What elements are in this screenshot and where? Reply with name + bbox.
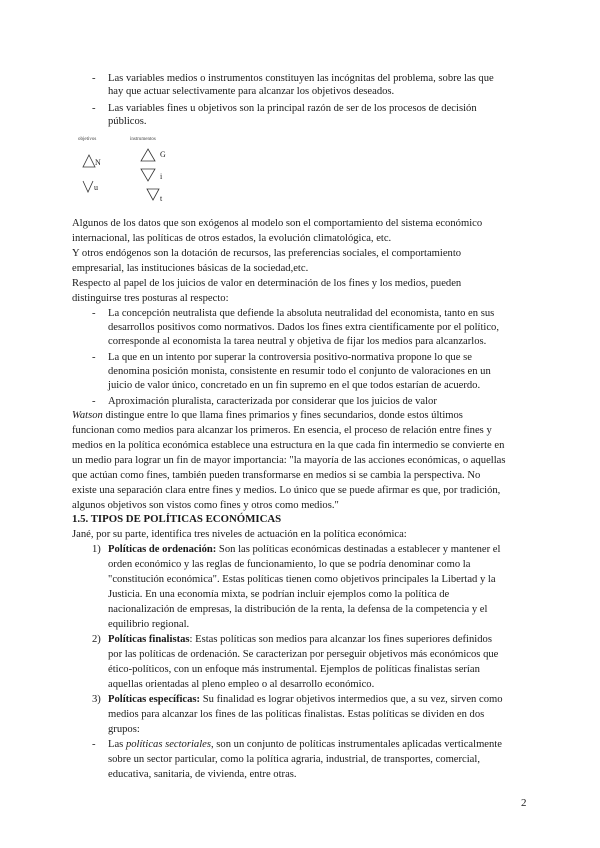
watson-line: algunos objetivos son vistos como fines y otros como medios." xyxy=(72,500,339,511)
sectorial-pre: Las xyxy=(108,739,126,750)
watson-line: que actúan como fines, también pueden transformarse en medios si se cambia la perspectiva. No xyxy=(72,470,481,481)
type-line: equilibrio regional. xyxy=(108,619,190,630)
diagram-letter: i xyxy=(160,172,163,181)
type-line xyxy=(108,693,503,706)
watson-name: Watson xyxy=(72,410,103,421)
triangle-down-icon xyxy=(82,180,94,194)
paragraph-line: internacional, las políticas de otros estados, la evolución climatológica, etc. xyxy=(72,233,392,244)
type-text: : Estas políticas son medios para alcanzar los fines superiores definidos xyxy=(189,634,492,645)
sectorial-term: políticas sectoriales xyxy=(125,739,211,750)
type-title: Políticas de ordenación: xyxy=(108,544,217,555)
type-line xyxy=(108,633,492,646)
watson-line: medios en la política económica establece una estructura en la que cada fin intermedio se convierte en xyxy=(72,440,505,451)
type-line: por las políticas de ordenación. Se caracterizan por perseguir objetivos más económicos que xyxy=(108,649,499,660)
watson-line: existe una separación clara entre fines y medios. Lo único que se puede afirmar es que, por tradición, xyxy=(72,485,501,496)
diagram-label-objectives: objetivos xyxy=(78,137,97,142)
watson-line xyxy=(72,409,463,422)
sectorial-line: sobre un sector particular, como la política agraria, industrial, de transportes, comercial, xyxy=(108,754,480,765)
posture-line: denomina posición monista, consistente en resumir todo el conjunto de valoraciones en un xyxy=(108,366,491,377)
type-line: orden económico y las reglas de funcionamiento, lo que se podría denominar como la xyxy=(108,559,471,570)
paragraph-line: Algunos de los datos que son exógenos al modelo son el comportamiento del sistema económico xyxy=(72,218,483,229)
list-number: 3) xyxy=(92,694,101,705)
watson-line: un medio para lograr un fin de mayor importancia: "la mayoría de las acciones económicas, o aquellas xyxy=(72,455,506,466)
objectives-instruments-diagram xyxy=(72,134,212,206)
type-title: Políticas específicas: xyxy=(108,694,201,705)
type-line: aquellas orientadas al pleno empleo o al desarrollo económico. xyxy=(108,679,375,690)
triangle-down-icon xyxy=(146,188,163,203)
bullet-dash: - xyxy=(92,73,96,84)
type-line: medios para alcanzar los fines de las políticas finalistas. Estas políticas se dividen en dos xyxy=(108,709,485,720)
section-intro: Jané, por su parte, identifica tres niveles de actuación en la política económica: xyxy=(72,529,407,540)
bullet-dash: - xyxy=(92,739,96,750)
triangle-up-icon xyxy=(82,154,96,168)
type-line: ético-políticos, con un enfoque más instrumental. Ejemplos de políticas finalistas serían xyxy=(108,664,480,675)
sectorial-line: educativa, sanitaria, de vivienda, entre otras. xyxy=(108,769,297,780)
type-line: "constitución económica". Estas políticas tienen como objetivos principales la Libertad y la xyxy=(108,574,496,585)
sectorial-line xyxy=(108,738,502,751)
type-text: Su finalidad es lograr objetivos intermedios que, a su vez, sirven como xyxy=(200,694,503,705)
bullet-dash: - xyxy=(92,352,96,363)
diagram-label-instruments: instrumentos xyxy=(130,137,156,142)
diagram-letter: t xyxy=(160,194,163,203)
list-number: 1) xyxy=(92,544,101,555)
paragraph-line: distinguirse tres posturas al respecto: xyxy=(72,293,229,304)
posture-line: La que en un intento por superar la controversia positivo-normativa propone lo que se xyxy=(108,352,472,363)
triangle-up-icon xyxy=(140,148,156,162)
watson-line: funcionan como medios para alcanzar los primeros. En esencia, el proceso de relación entre fines y xyxy=(72,425,492,436)
posture-line: corresponde al economista la tarea neutral y objetiva de fijar los medios para alcanzarlos. xyxy=(108,336,487,347)
section-heading: 1.5. TIPOS DE POLÍTICAS ECONÓMICAS xyxy=(72,513,282,525)
paragraph-line: empresarial, las instituciones básicas de la sociedad,etc. xyxy=(72,263,309,274)
type-line xyxy=(108,543,500,556)
diagram-letter: u xyxy=(94,183,98,192)
watson-text: distingue entre lo que llama fines primarios y fines secundarios, donde estos últimos xyxy=(102,410,463,421)
type-line: Justicia. En una economía mixta, se podrían incluir ejemplos como la política de xyxy=(108,589,450,600)
page-number: 2 xyxy=(521,797,527,809)
type-line: grupos: xyxy=(108,724,140,735)
bullet-line: hay que actuar selectivamente para alcanzar los objetivos deseados. xyxy=(108,86,395,97)
paragraph-line: Y otros endógenos son la dotación de recursos, las preferencias sociales, el comportamiento xyxy=(72,248,462,259)
posture-line: desarrollos positivos como normativos. Dados los fines extra científicamente por el político, xyxy=(108,322,499,333)
sectorial-post: , son un conjunto de políticas instrumentales aplicadas verticalmente xyxy=(211,739,502,750)
type-text: Son las políticas económicas destinadas a establecer y mantener el xyxy=(216,544,501,555)
posture-line: La concepción neutralista que defiende la absoluta neutralidad del economista, tanto en sus xyxy=(108,308,495,319)
diagram-letter: N xyxy=(95,158,101,167)
posture-line: Aproximación pluralista, caracterizada por considerar que los juicios de valor xyxy=(108,396,437,407)
type-title: Políticas finalistas xyxy=(108,634,190,645)
bullet-line: Las variables medios o instrumentos constituyen las incógnitas del problema, sobre las que xyxy=(108,73,494,84)
list-number: 2) xyxy=(92,634,101,645)
bullet-dash: - xyxy=(92,396,96,407)
posture-line: juicio de valor único, concretado en un fin supremo en el que todos estarían de acuerdo. xyxy=(108,380,481,391)
diagram-letter: G xyxy=(160,150,166,159)
triangle-down-icon xyxy=(140,168,156,182)
bullet-line: públicos. xyxy=(108,116,147,127)
bullet-line: Las variables fines u objetivos son la principal razón de ser de los procesos de decisión xyxy=(108,103,477,114)
bullet-dash: - xyxy=(92,103,96,114)
paragraph-line: Respecto al papel de los juicios de valor en determinación de los fines y los medios, pueden xyxy=(72,278,462,289)
bullet-dash: - xyxy=(92,308,96,319)
type-line: nacionalización de empresas, la distribución de la renta, la defensa de la competencia y el xyxy=(108,604,488,615)
